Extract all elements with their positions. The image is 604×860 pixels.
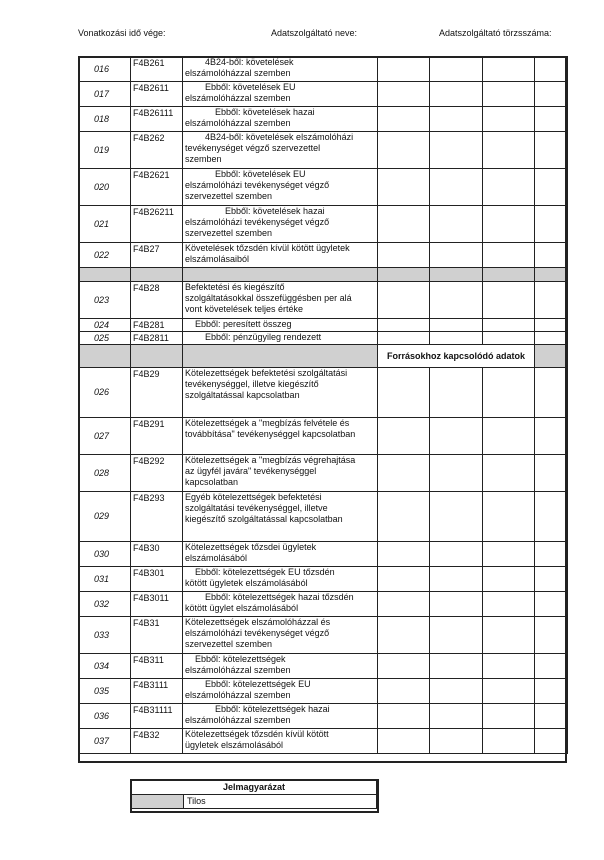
table-row — [80, 169, 568, 206]
forbidden-cell — [131, 345, 183, 368]
row-number: 020 — [80, 169, 131, 206]
value-cell[interactable] — [378, 332, 430, 345]
value-cell[interactable] — [430, 418, 483, 455]
provider-name-label: Adatszolgáltató neve: — [271, 28, 358, 38]
table-row — [80, 542, 568, 567]
value-cell[interactable] — [483, 282, 535, 319]
value-cell[interactable] — [378, 169, 430, 206]
value-cell[interactable] — [378, 567, 430, 592]
legend-title: Jelmagyarázat — [132, 781, 377, 795]
value-cell[interactable] — [430, 82, 483, 107]
forbidden-cell — [80, 345, 131, 368]
value-cell[interactable] — [430, 243, 483, 268]
row-code: F4B26111 — [131, 107, 183, 132]
table-row — [80, 319, 568, 332]
forbidden-row — [80, 268, 568, 282]
row-code: F4B311 — [131, 654, 183, 679]
row-description: Ebből: követelések EU elszámolóházi tevékenységet végző szervezettel szemben — [183, 169, 378, 206]
table-row — [80, 455, 568, 492]
forbidden-cell — [183, 268, 378, 282]
row-code: F4B262 — [131, 132, 183, 169]
value-cell[interactable] — [483, 169, 535, 206]
row-description: Ebből: kötelezettségek elszámolóházzal szemben — [183, 654, 378, 679]
table-row — [80, 132, 568, 169]
value-cell[interactable] — [535, 132, 568, 169]
value-cell[interactable] — [378, 729, 430, 754]
row-number: 016 — [80, 57, 131, 82]
value-cell[interactable] — [430, 542, 483, 567]
value-cell[interactable] — [535, 332, 568, 345]
value-cell[interactable] — [483, 206, 535, 243]
value-cell[interactable] — [378, 282, 430, 319]
value-cell[interactable] — [378, 455, 430, 492]
value-cell[interactable] — [430, 455, 483, 492]
table-row — [80, 679, 568, 704]
value-cell[interactable] — [378, 206, 430, 243]
value-cell[interactable] — [378, 492, 430, 542]
legend-swatch — [132, 795, 184, 809]
row-description: Ebből: kötelezettségek hazai elszámolóházzal szemben — [183, 704, 378, 729]
row-description: Ebből: kötelezettségek EU tőzsdén kötött ügyletek elszámolásából — [183, 567, 378, 592]
row-number: 021 — [80, 206, 131, 243]
value-cell[interactable] — [483, 617, 535, 654]
value-cell[interactable] — [430, 319, 483, 332]
row-code: F4B2811 — [131, 332, 183, 345]
row-number: 024 — [80, 319, 131, 332]
value-cell[interactable] — [535, 57, 568, 82]
row-description: Ebből: követelések hazai elszámolóházzal szemben — [183, 107, 378, 132]
value-cell[interactable] — [483, 132, 535, 169]
table-row — [80, 729, 568, 754]
value-cell[interactable] — [430, 169, 483, 206]
section-header: Forrásokhoz kapcsolódó adatok — [378, 345, 535, 368]
row-number: 019 — [80, 132, 131, 169]
value-cell[interactable] — [535, 243, 568, 268]
value-cell[interactable] — [430, 107, 483, 132]
value-cell[interactable] — [483, 654, 535, 679]
value-cell[interactable] — [378, 418, 430, 455]
row-code: F4B261 — [131, 57, 183, 82]
table-row — [80, 57, 568, 82]
table-row — [80, 243, 568, 268]
value-cell[interactable] — [535, 542, 568, 567]
value-cell[interactable] — [483, 319, 535, 332]
value-cell[interactable] — [430, 679, 483, 704]
value-cell[interactable] — [483, 592, 535, 617]
value-cell[interactable] — [378, 592, 430, 617]
row-number: 030 — [80, 542, 131, 567]
row-code: F4B3011 — [131, 592, 183, 617]
row-number: 037 — [80, 729, 131, 754]
value-cell[interactable] — [535, 592, 568, 617]
row-code: F4B32 — [131, 729, 183, 754]
row-description: Követelések tőzsdén kívül kötött ügyletek elszámolásaiból — [183, 243, 378, 268]
row-code: F4B27 — [131, 243, 183, 268]
forbidden-cell — [535, 345, 568, 368]
row-number: 017 — [80, 82, 131, 107]
row-number: 022 — [80, 243, 131, 268]
forbidden-cell — [131, 268, 183, 282]
value-cell[interactable] — [535, 455, 568, 492]
value-cell[interactable] — [430, 592, 483, 617]
value-cell[interactable] — [535, 492, 568, 542]
row-code: F4B31 — [131, 617, 183, 654]
value-cell[interactable] — [430, 617, 483, 654]
row-description: Befektetési és kiegészítő szolgáltatásokkal összefüggésben per alá vont követelések teljes értéke — [183, 282, 378, 319]
row-description: Ebből: kötelezettségek EU elszámolóházzal szemben — [183, 679, 378, 704]
legend-table — [131, 780, 377, 809]
value-cell[interactable] — [378, 132, 430, 169]
value-cell[interactable] — [535, 169, 568, 206]
value-cell[interactable] — [483, 679, 535, 704]
value-cell[interactable] — [430, 132, 483, 169]
value-cell[interactable] — [535, 654, 568, 679]
value-cell[interactable] — [483, 368, 535, 418]
table-row — [80, 418, 568, 455]
value-cell[interactable] — [378, 57, 430, 82]
value-cell[interactable] — [378, 368, 430, 418]
value-cell[interactable] — [535, 82, 568, 107]
table-row — [80, 107, 568, 132]
forbidden-cell — [378, 268, 430, 282]
table-row — [80, 206, 568, 243]
section-header-row — [80, 345, 568, 368]
value-cell[interactable] — [483, 567, 535, 592]
value-cell[interactable] — [378, 243, 430, 268]
row-description: Egyéb kötelezettségek befektetési szolgáltatási tevékenységgel, illetve kiegészítő szolgáltatással kapcsolatban — [183, 492, 378, 542]
row-code: F4B3111 — [131, 679, 183, 704]
row-description: Ebből: követelések EU elszámolóházzal szemben — [183, 82, 378, 107]
value-cell[interactable] — [483, 729, 535, 754]
value-cell[interactable] — [378, 542, 430, 567]
row-number: 023 — [80, 282, 131, 319]
period-label: Vonatkozási idő vége: — [78, 28, 166, 38]
value-cell[interactable] — [483, 542, 535, 567]
row-number: 029 — [80, 492, 131, 542]
value-cell[interactable] — [535, 368, 568, 418]
value-cell[interactable] — [535, 617, 568, 654]
table-row — [80, 492, 568, 542]
row-code: F4B293 — [131, 492, 183, 542]
table-row — [80, 592, 568, 617]
row-description: Kötelezettségek a "megbízás végrehajtása az ügyfél javára" tevékenységgel kapcsolatban — [183, 455, 378, 492]
table-row — [80, 567, 568, 592]
row-code: F4B301 — [131, 567, 183, 592]
row-code: F4B281 — [131, 319, 183, 332]
table-row — [80, 654, 568, 679]
row-description: Ebből: peresített összeg — [183, 319, 378, 332]
row-description: Ebből: pénzügyileg rendezett — [183, 332, 378, 345]
value-cell[interactable] — [483, 492, 535, 542]
value-cell[interactable] — [378, 82, 430, 107]
value-cell[interactable] — [483, 704, 535, 729]
row-description: Kötelezettségek befektetési szolgáltatási tevékenységgel, illetve kiegészítő szolgáltatással kapcsolatban — [183, 368, 378, 418]
value-cell[interactable] — [378, 654, 430, 679]
row-code: F4B31111 — [131, 704, 183, 729]
row-code: F4B26211 — [131, 206, 183, 243]
value-cell[interactable] — [535, 567, 568, 592]
row-number: 035 — [80, 679, 131, 704]
value-cell[interactable] — [378, 107, 430, 132]
value-cell[interactable] — [535, 206, 568, 243]
row-description: Ebből: követelések hazai elszámolóházi tevékenységet végző szervezettel szemben — [183, 206, 378, 243]
value-cell[interactable] — [430, 57, 483, 82]
table-row — [80, 282, 568, 319]
forbidden-cell — [430, 268, 483, 282]
table-row — [80, 368, 568, 418]
value-cell[interactable] — [378, 617, 430, 654]
provider-id-label: Adatszolgáltató törzsszáma: — [439, 28, 552, 38]
value-cell[interactable] — [378, 704, 430, 729]
value-cell[interactable] — [430, 282, 483, 319]
table-row — [80, 82, 568, 107]
row-description: Kötelezettségek elszámolóházzal és elszámolóházi tevékenységet végző szervezettel szemben — [183, 617, 378, 654]
table-row — [80, 332, 568, 345]
row-code: F4B2621 — [131, 169, 183, 206]
value-cell[interactable] — [430, 492, 483, 542]
value-cell[interactable] — [430, 654, 483, 679]
value-cell[interactable] — [535, 729, 568, 754]
row-number: 027 — [80, 418, 131, 455]
row-number: 033 — [80, 617, 131, 654]
value-cell[interactable] — [483, 107, 535, 132]
value-cell[interactable] — [535, 319, 568, 332]
data-table — [79, 56, 568, 754]
row-code: F4B292 — [131, 455, 183, 492]
value-cell[interactable] — [483, 418, 535, 455]
value-cell[interactable] — [430, 729, 483, 754]
value-cell[interactable] — [535, 107, 568, 132]
forbidden-cell — [80, 268, 131, 282]
value-cell[interactable] — [430, 368, 483, 418]
row-code: F4B2611 — [131, 82, 183, 107]
row-description: Kötelezettségek tőzsdén kívül kötött ügyletek elszámolásából — [183, 729, 378, 754]
row-description: 4B24-ből: követelések elszámolóházzal szemben — [183, 57, 378, 82]
table-row — [80, 704, 568, 729]
value-cell[interactable] — [535, 679, 568, 704]
legend-item-label: Tilos — [184, 795, 377, 809]
row-number: 026 — [80, 368, 131, 418]
forbidden-cell — [535, 268, 568, 282]
value-cell[interactable] — [483, 243, 535, 268]
value-cell[interactable] — [378, 679, 430, 704]
row-code: F4B28 — [131, 282, 183, 319]
value-cell[interactable] — [535, 282, 568, 319]
row-code: F4B291 — [131, 418, 183, 455]
row-number: 028 — [80, 455, 131, 492]
row-number: 031 — [80, 567, 131, 592]
row-number: 036 — [80, 704, 131, 729]
value-cell[interactable] — [535, 704, 568, 729]
value-cell[interactable] — [430, 332, 483, 345]
table-row — [80, 617, 568, 654]
row-number: 032 — [80, 592, 131, 617]
row-description: Ebből: kötelezettségek hazai tőzsdén kötött ügylet elszámolásából — [183, 592, 378, 617]
value-cell[interactable] — [430, 206, 483, 243]
value-cell[interactable] — [535, 418, 568, 455]
row-code: F4B29 — [131, 368, 183, 418]
row-number: 025 — [80, 332, 131, 345]
row-description: 4B24-ből: követelések elszámolóházi tevékenységet végző szervezettel szemben — [183, 132, 378, 169]
value-cell[interactable] — [483, 82, 535, 107]
row-description: Kötelezettségek tőzsdei ügyletek elszámolásából — [183, 542, 378, 567]
value-cell[interactable] — [430, 567, 483, 592]
row-code: F4B30 — [131, 542, 183, 567]
value-cell[interactable] — [483, 455, 535, 492]
row-number: 018 — [80, 107, 131, 132]
row-description: Kötelezettségek a "megbízás felvétele és továbbítása" tevékenységgel kapcsolatban — [183, 418, 378, 455]
value-cell[interactable] — [430, 704, 483, 729]
forbidden-cell — [183, 345, 378, 368]
row-number: 034 — [80, 654, 131, 679]
forbidden-cell — [483, 268, 535, 282]
value-cell[interactable] — [483, 332, 535, 345]
value-cell[interactable] — [483, 57, 535, 82]
value-cell[interactable] — [378, 319, 430, 332]
